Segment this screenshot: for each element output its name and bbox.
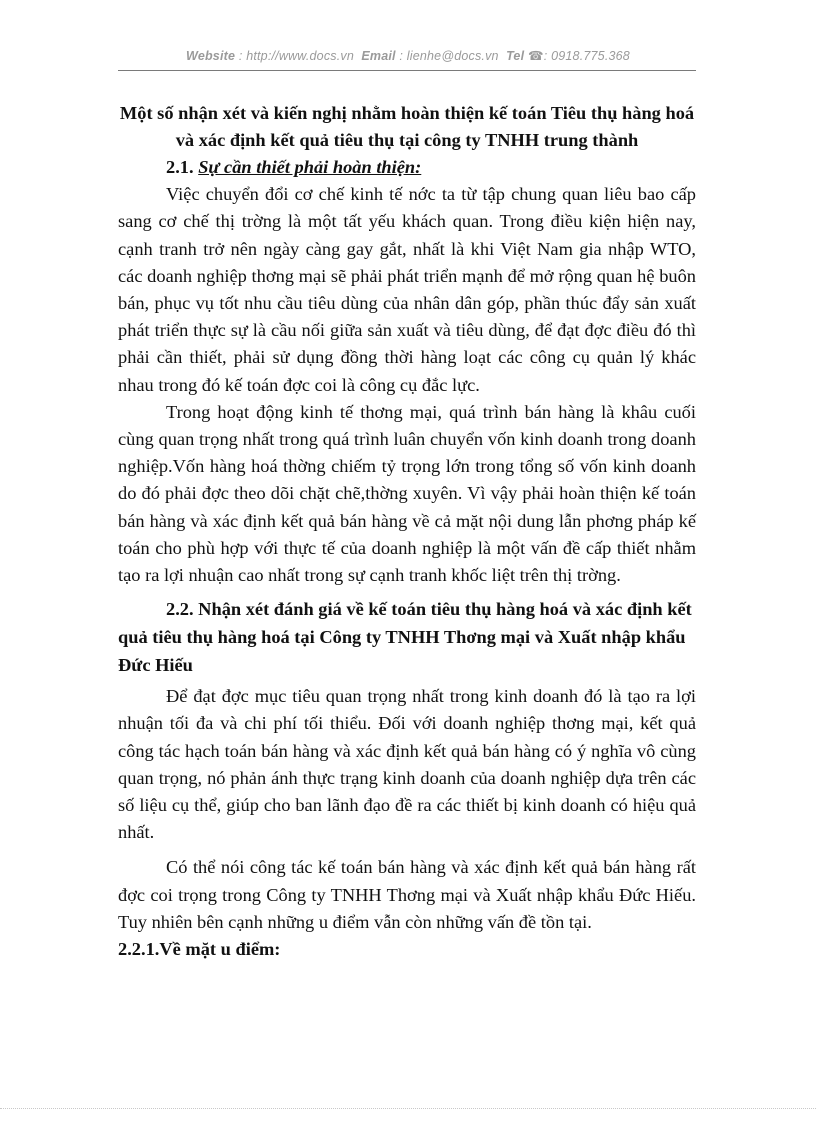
header-divider: [118, 70, 696, 71]
email-value: : lienhe@docs.vn: [399, 49, 499, 63]
section-2-1-number: 2.1.: [166, 157, 194, 177]
section-2-1-heading: [166, 154, 696, 181]
tel-label: Tel: [506, 49, 525, 63]
phone-icon: ☎: [527, 49, 544, 63]
website-value: : http://www.docs.vn: [238, 49, 355, 63]
section-2-1-title: Sự cần thiết phải hoàn thiện:: [198, 157, 422, 177]
paragraph-2-1-a: Việc chuyển đổi cơ chế kinh tế nớc ta từ tập chung quan liêu bao cấp sang cơ chế thị trờng là một tất yếu khách quan. Trong điều kiện hiện nay, cạnh tranh trở nên ngày càng gay gắt, nhất là khi Việt Nam gia nhập WTO, các doanh nghiệp thơng mại sẽ phải phát triển mạnh để mở rộng quan hệ buôn bán, phục vụ tốt nhu cầu tiêu dùng của nhân dân góp, phần thúc đẩy sản xuất phát triển thực sự là cầu nối giữa sản xuất và tiêu dùng, để đạt đợc điều đó thì phải cần thiết, phải sử dụng đồng thời hàng loạt các công cụ quản lý khác nhau trong đó kế toán đợc coi là công cụ đắc lực.: [118, 184, 696, 395]
website-label: Website: [186, 49, 236, 63]
paragraph-2-1-b: Trong hoạt động kinh tế thơng mại, quá trình bán hàng là khâu cuối cùng quan trọng nhất trong quá trình luân chuyển vốn kinh doanh trong doanh nghiệp.Vốn hàng hoá thờng chiếm tỷ trọng lớn trong tổng số vốn kinh doanh do đó phải đợc theo dõi chặt chẽ,thờng xuyên. Vì vậy phải hoàn thiện kế toán bán hàng và xác định kết quả bán hàng về cả mặt nội dung lẫn phơng pháp kế toán cho phù hợp với thực tế của doanh nghiệp là một vấn đề cấp thiết nhằm tạo ra lợi nhuận cao nhất trong sự cạnh tranh khốc liệt trên thị trờng.: [118, 401, 696, 586]
email-label: Email: [361, 49, 396, 63]
paragraph-2-2-b: Có thể nói công tác kế toán bán hàng và xác định kết quả bán hàng rất đợc coi trọng trong Công ty TNHH Thơng mại và Xuất nhập khẩu Đức Hiếu. Tuy nhiên bên cạnh những u điểm vẫn còn những vấn đề tồn tại.: [118, 857, 696, 932]
tel-value: : 0918.775.368: [543, 49, 630, 63]
document-title: Một số nhận xét và kiến nghị nhằm hoàn thiện kế toán Tiêu thụ hàng hoá và xác định kết quả tiêu thụ tại công ty TNHH trung thành: [119, 103, 695, 150]
section-2-2-heading: 2.2. Nhận xét đánh giá về kế toán tiêu thụ hàng hoá và xác định kết quả tiêu thụ hàng hoá tại Công ty TNHH Thơng mại và Xuất nhập khẩu Đức Hiếu: [118, 599, 692, 676]
footer-divider: [0, 1108, 816, 1109]
document-body: [118, 100, 696, 963]
page-header: [120, 48, 696, 63]
section-2-2-1-heading: 2.2.1.Về mặt u điểm:: [118, 939, 281, 960]
paragraph-2-2-a: Để đạt đợc mục tiêu quan trọng nhất trong kinh doanh đó là tạo ra lợi nhuận tối đa và chi phí tối thiểu. Đối với doanh nghiệp thơng mại, kết quả công tác hạch toán bán hàng và xác định kết quả bán hàng có ý nghĩa vô cùng quan trọng, nó phản ánh thực trạng kinh doanh của doanh nghiệp dựa trên các số liệu cụ thể, giúp cho ban lãnh đạo đề ra các thiết bị kinh doanh có hiệu quả nhất.: [118, 686, 696, 843]
